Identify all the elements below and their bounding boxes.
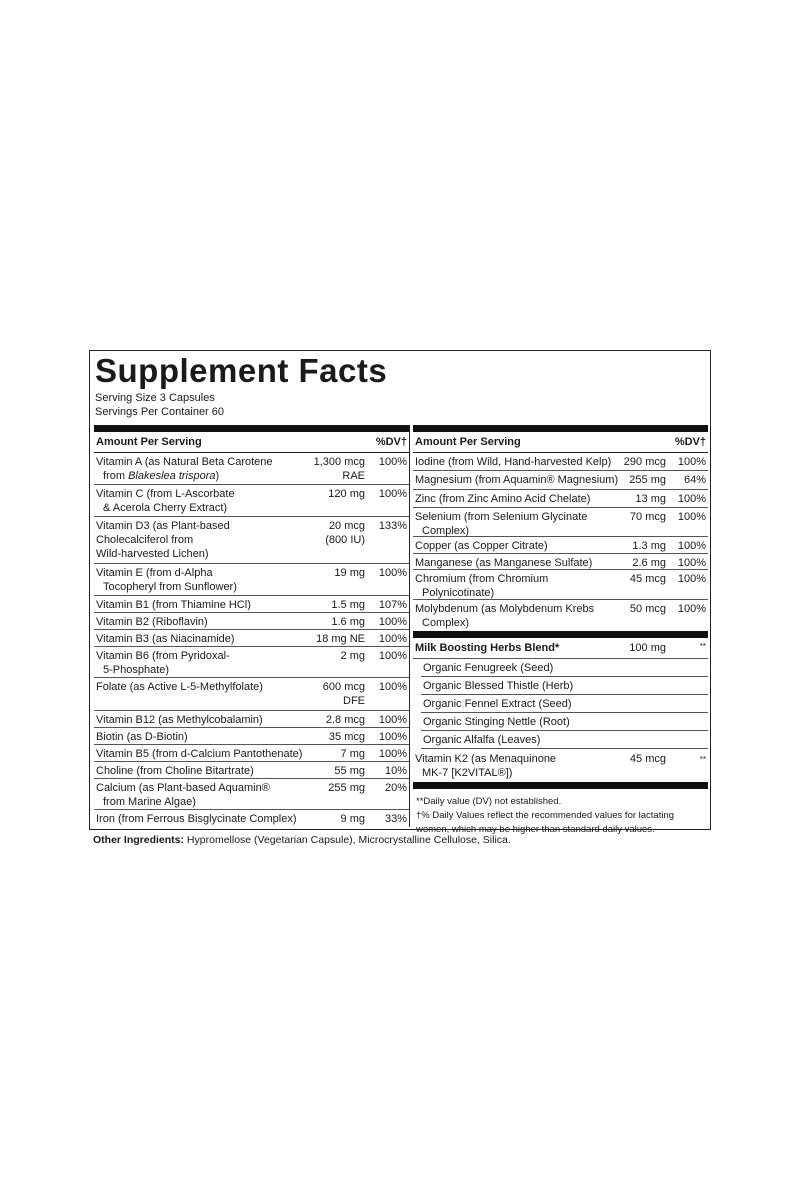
- nutrient-name: Calcium (as Plant-based Aquamin® from Marine Algae): [96, 782, 270, 808]
- herb-item: Organic Fennel Extract (Seed): [421, 695, 708, 713]
- nutrient-dv: 100%: [378, 650, 407, 662]
- other-ingredients: [93, 834, 511, 846]
- footnote-dv-line2: women, which may be higher than standard daily values.: [416, 824, 655, 835]
- nutrient-name: Vitamin A (as Natural Beta Carotene from Blakeslea trispora): [96, 456, 273, 482]
- nutrient-dv: 100%: [677, 573, 706, 585]
- nutrient-name: Molybdenum (as Molybdenum Krebs Complex): [415, 603, 595, 629]
- nutrient-name: Biotin (as D-Biotin): [96, 731, 188, 743]
- nutrient-row: [94, 485, 409, 517]
- nutrient-amount: 290 mcg: [623, 456, 666, 468]
- nutrient-amount: 35 mcg: [328, 731, 365, 743]
- nutrient-amount: 50 mcg: [629, 603, 666, 615]
- nutrient-name: Chromium (from Chromium Polynicotinate): [415, 573, 549, 599]
- nutrient-amount: 45 mcg: [629, 573, 666, 585]
- nutrient-name: Zinc (from Zinc Amino Acid Chelate): [415, 493, 591, 505]
- nutrient-amount: 45 mcg: [629, 753, 666, 765]
- nutrient-row: [94, 745, 409, 762]
- nutrient-row: [94, 678, 409, 711]
- nutrient-amount: 1.6 mg: [331, 616, 365, 628]
- nutrient-dv: 133%: [378, 520, 407, 532]
- supplement-facts-panel: [89, 350, 711, 835]
- nutrient-dv: 20%: [384, 782, 407, 794]
- dv-label: %DV†: [674, 436, 706, 448]
- column-header: [413, 432, 708, 453]
- thick-rule: [94, 425, 409, 432]
- nutrient-name: Selenium (from Selenium Glycinate Complex): [415, 511, 588, 537]
- nutrient-name: Vitamin E (from d-Alpha Tocopheryl from Sunflower): [96, 567, 237, 593]
- nutrient-row: [413, 570, 708, 600]
- nutrient-dv: 100%: [378, 681, 407, 693]
- nutrient-amount: 9 mg: [340, 813, 365, 825]
- nutrient-amount: 18 mg NE: [316, 633, 365, 645]
- herb-item: Organic Blessed Thistle (Herb): [421, 677, 708, 695]
- nutrient-row: [94, 762, 409, 779]
- nutrient-row: [413, 554, 708, 570]
- nutrient-amount: 1.3 mg: [632, 540, 666, 552]
- nutrient-amount: 2.8 mcg: [325, 714, 365, 726]
- nutrient-amount: 19 mg: [334, 567, 365, 579]
- nutrient-dv: 100%: [677, 456, 706, 468]
- nutrient-dv: 33%: [384, 813, 407, 825]
- nutrient-name: Magnesium (from Aquamin® Magnesium): [415, 474, 619, 486]
- nutrient-amount: 1,300 mcg RAE: [313, 456, 365, 482]
- nutrient-row: [94, 810, 409, 828]
- nutrient-row: [94, 728, 409, 745]
- nutrient-name: Folate (as Active L-5-Methylfolate): [96, 681, 263, 693]
- nutrient-amount: 70 mcg: [629, 511, 666, 523]
- herb-blend-amount: 100 mg: [629, 642, 666, 654]
- nutrient-dv: 100%: [378, 714, 407, 726]
- nutrient-row: [94, 453, 409, 485]
- nutrient-dv: 100%: [677, 540, 706, 552]
- nutrient-dv: 100%: [378, 567, 407, 579]
- column-divider: [409, 425, 410, 827]
- other-ingredients-label: Other Ingredients:: [93, 834, 185, 846]
- nutrient-dv: 100%: [677, 493, 706, 505]
- nutrient-amount: 20 mcg (800 IU): [325, 520, 365, 546]
- nutrient-name: Copper (as Copper Citrate): [415, 540, 548, 552]
- nutrient-dv: 100%: [378, 488, 407, 500]
- nutrient-amount: 255 mg: [629, 474, 666, 486]
- nutrient-name: Manganese (as Manganese Sulfate): [415, 557, 593, 569]
- nutrient-row: [413, 537, 708, 554]
- other-ingredients-text: Hypromellose (Vegetarian Capsule), Microcrystalline Cellulose, Silica.: [184, 834, 511, 846]
- amount-per-serving-label: Amount Per Serving: [96, 436, 202, 448]
- nutrient-amount: 1.5 mg: [331, 599, 365, 611]
- nutrient-amount: 120 mg: [328, 488, 365, 500]
- nutrient-dv: 107%: [378, 599, 407, 611]
- nutrient-name: Choline (from Choline Bitartrate): [96, 765, 254, 777]
- thick-rule: [413, 631, 708, 638]
- nutrient-row: [94, 630, 409, 647]
- nutrient-amount: 600 mcg DFE: [322, 681, 365, 707]
- nutrient-name: Vitamin B12 (as Methylcobalamin): [96, 714, 263, 726]
- herb-item: Organic Alfalfa (Leaves): [421, 731, 708, 749]
- nutrient-name: Vitamin C (from L-Ascorbate & Acerola Cherry Extract): [96, 488, 235, 514]
- nutrient-row: [413, 490, 708, 508]
- nutrient-amount: 13 mg: [635, 493, 666, 505]
- nutrient-dv: 100%: [378, 731, 407, 743]
- nutrient-row: [94, 613, 409, 630]
- nutrient-name: Vitamin B6 (from Pyridoxal- 5-Phosphate): [96, 650, 230, 676]
- nutrient-dv: 100%: [677, 603, 706, 615]
- amount-per-serving-label: Amount Per Serving: [415, 436, 521, 448]
- herb-item: Organic Stinging Nettle (Root): [421, 713, 708, 731]
- nutrient-dv: 10%: [384, 765, 407, 777]
- nutrient-dv: 100%: [378, 633, 407, 645]
- nutrient-name: Vitamin B2 (Riboflavin): [96, 616, 208, 628]
- nutrient-row: [94, 647, 409, 678]
- nutrient-dv: 100%: [378, 616, 407, 628]
- nutrient-amount: 2.6 mg: [632, 557, 666, 569]
- nutrient-name: Vitamin B1 (from Thiamine HCl): [96, 599, 251, 611]
- nutrient-row: [413, 453, 708, 471]
- column-header: [94, 432, 409, 453]
- right-column: [413, 425, 708, 837]
- nutrient-amount: 255 mg: [328, 782, 365, 794]
- nutrient-row: [94, 517, 409, 564]
- footnote-dv-line1: †% Daily Values reflect the recommended values for lactating: [416, 810, 675, 821]
- nutrient-dv: 100%: [677, 511, 706, 523]
- nutrient-amount: 2 mg: [340, 650, 365, 662]
- nutrient-name: Vitamin D3 (as Plant-based Cholecalciferol from Wild-harvested Lichen): [96, 520, 230, 560]
- nutrient-dv: 64%: [683, 474, 706, 486]
- nutrient-name: Iron (from Ferrous Bisglycinate Complex): [96, 813, 297, 825]
- vitamin-k2-row: [413, 749, 708, 782]
- thick-rule: [413, 782, 708, 789]
- nutrient-amount: 55 mg: [334, 765, 365, 777]
- nutrient-dv: **: [699, 755, 706, 764]
- nutrient-dv: 100%: [378, 748, 407, 760]
- nutrient-dv: 100%: [677, 557, 706, 569]
- nutrient-row: [94, 596, 409, 613]
- left-column: [94, 425, 409, 828]
- serving-size: Serving Size 3 Capsules: [95, 392, 215, 404]
- nutrient-row: [94, 564, 409, 596]
- nutrient-name: Iodine (from Wild, Hand-harvested Kelp): [415, 456, 612, 468]
- nutrient-name: Vitamin B5 (from d-Calcium Pantothenate): [96, 748, 303, 760]
- nutrient-row: [413, 471, 708, 490]
- nutrient-dv: 100%: [378, 456, 407, 468]
- herb-item: Organic Fenugreek (Seed): [421, 659, 708, 677]
- nutrient-row: [413, 600, 708, 631]
- nutrient-row: [94, 711, 409, 728]
- herb-blend-dv: **: [699, 642, 706, 651]
- panel-title: Supplement Facts: [95, 352, 388, 389]
- footnote-dv-not-established: **Daily value (DV) not established.: [416, 796, 562, 807]
- nutrient-amount: 7 mg: [340, 748, 365, 760]
- dv-label: %DV†: [375, 436, 407, 448]
- nutrient-name: Vitamin B3 (as Niacinamide): [96, 633, 235, 645]
- thick-rule: [413, 425, 708, 432]
- nutrient-row: [94, 779, 409, 810]
- herb-blend-row: [413, 638, 708, 659]
- servings-per-container: Servings Per Container 60: [95, 406, 225, 418]
- herb-blend-name: Milk Boosting Herbs Blend*: [415, 642, 560, 654]
- nutrient-name: Vitamin K2 (as Menaquinone MK-7 [K2VITAL®]): [415, 753, 557, 779]
- nutrient-row: [413, 508, 708, 537]
